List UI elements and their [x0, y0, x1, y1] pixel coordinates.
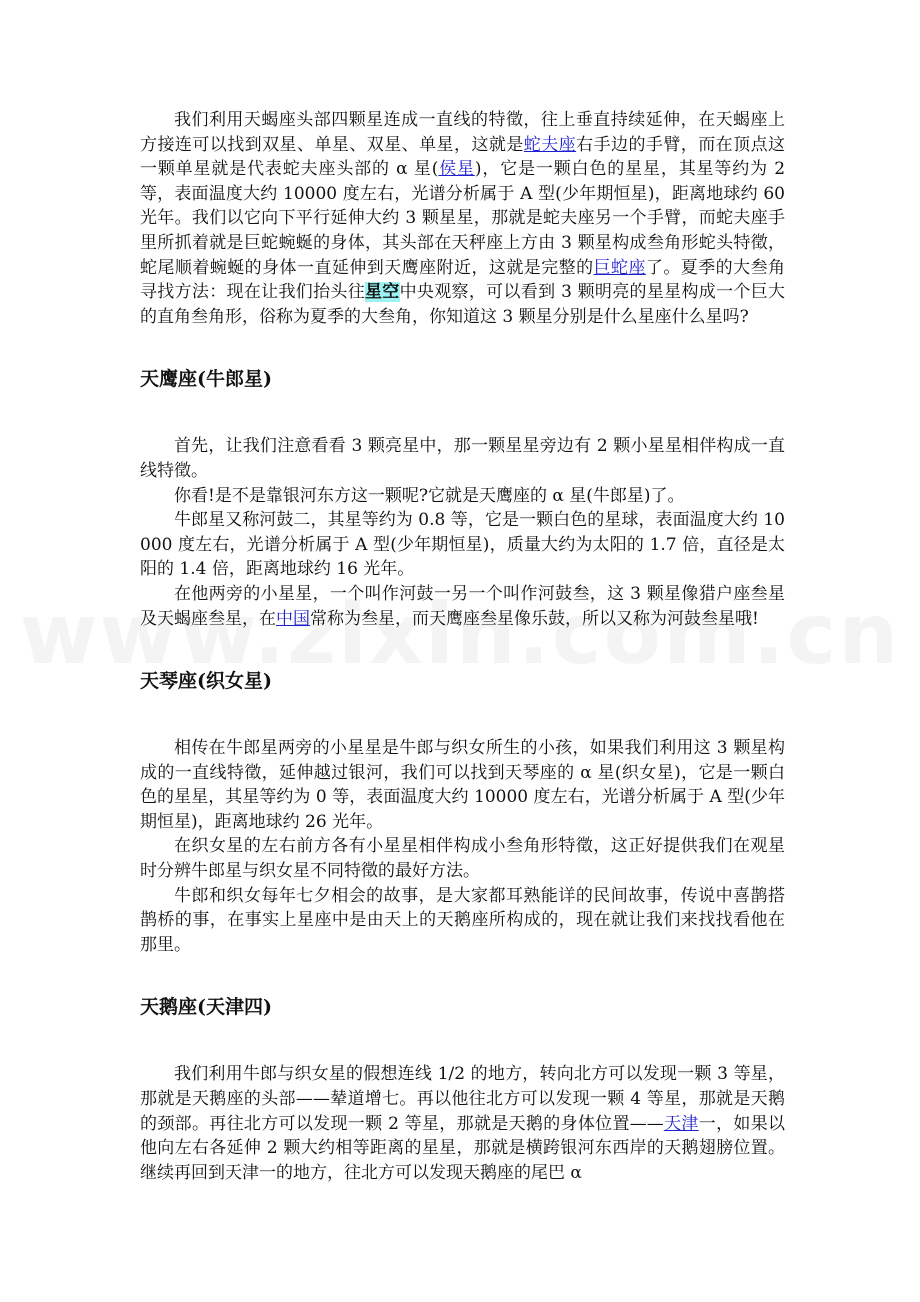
lyra-paragraph-3: 牛郎和织女每年七夕相会的故事，是大家都耳熟能详的民间故事，传说中喜鹊搭鹊桥的事，在事实上星座中是由天上的天鹅座所构成的，现在就让我们来找找看他在那里。 [140, 885, 785, 955]
intro-paragraph: 我们利用天蝎座头部四颗星连成一直线的特徵，往上垂直持续延伸，在天蝎座上方接连可以找到双星、单星、双星、单星，这就是蛇夫座右手边的手臂，而在顶点这一颗单星就是代表蛇夫座头部的 α 星(侯星)，它是一颗白色的星星，其星等约为 2 等，表面温度大约 10000 度左右，光谱分析属于 A 型(少年期恒星)，距离地球约 60 光年。我们以它向下平行延伸大约 3 颗星星，那就是蛇夫座另一个手臂，而蛇夫座手里所抓着就是巨蛇蜿蜒的身体，其头部在天秤座上方由 3 颗星构成叁角形蛇头特徵，蛇尾顺着蜿蜒的身体一直延伸到天鹰座附近，这就是完整的巨蛇座了。夏季的大叁角寻找方法：现在让我们抬头往星空中央观察，可以看到 3 颗明亮的星星构成一个巨大的直角叁角形，俗称为夏季的大叁角，你知道这 3 颗星分别是什么星座什么星吗? [140, 110, 786, 327]
aquila-paragraph-3: 牛郎星又称河鼓二，其星等约为 0.8 等，它是一颗白色的星球，表面温度大约 10000 度左右，光谱分析属于 A 型(少年期恒星)，质量大约为太阳的 1.7 倍，直径是太阳的 1.4 倍，距离地球约 16 光年。 [140, 510, 785, 580]
link-serpens[interactable]: 巨蛇座 [593, 257, 646, 278]
cygnus-paragraph-1: 我们利用牛郎与织女星的假想连线 1/2 的地方，转向北方可以发现一颗 3 等星，那就是天鹅座的头部——辇道增七。再以他往北方可以发现一颗 4 等星，那就是天鹅的颈部。再往北方可以发现一颗 2 等星，那就是天鹅的身体位置——天津一，如果以他向左右各延伸 2 颗大约相等距离的星星，那就是横跨银河东西岸的天鹅翅膀位置。继续再回到天津一的地方，往北方可以发现天鹅座的尾巴 α [140, 1064, 786, 1183]
link-china[interactable]: 中国 [276, 608, 310, 629]
highlight-starry-sky: 星空 [365, 282, 400, 303]
document-body [140, 108, 785, 1185]
link-hou-star[interactable]: 侯星 [438, 159, 475, 180]
aquila-paragraph-1: 首先，让我们注意看看 3 颗亮星中，那一颗星星旁边有 2 颗小星星相伴构成一直线特徵。 [140, 436, 785, 481]
lyra-paragraph-2: 在织女星的左右前方各有小星星相伴构成小叁角形特徵，这正好提供我们在观星时分辨牛郎星与织女星不同特徵的最好方法。 [140, 836, 785, 882]
link-tianjin[interactable]: 天津 [663, 1113, 699, 1134]
lyra-paragraph-1: 相传在牛郎星两旁的小星星是牛郎与织女所生的小孩，如果我们利用这 3 颗星构成的一直线特徵，延伸越过银河，我们可以找到天琴座的 α 星(织女星)，它是一颗白色的星星，其星等约为 0 等，表面温度大约 10000 度左右，光谱分析属于 A 型(少年期恒星)，距离地球约 26 光年。 [140, 738, 785, 832]
aquila-paragraph-4: 在他两旁的小星星，一个叫作河鼓一另一个叫作河鼓叁，这 3 颗星像猎户座叁星及天蝎座叁星，在中国常称为叁星，而天鹰座叁星像乐鼓，所以又称为河鼓叁星哦! [140, 583, 785, 629]
aquila-paragraph-2: 你看!是不是靠银河东方这一颗呢?它就是天鹰座的 α 星(牛郎星)了。 [174, 485, 685, 506]
heading-cygnus: 天鹅座(天津四) [140, 996, 272, 1019]
heading-lyra: 天琴座(织女星) [140, 670, 272, 693]
heading-aquila: 天鹰座(牛郎星) [140, 368, 272, 391]
link-ophiuchus[interactable]: 蛇夫座 [523, 134, 577, 155]
